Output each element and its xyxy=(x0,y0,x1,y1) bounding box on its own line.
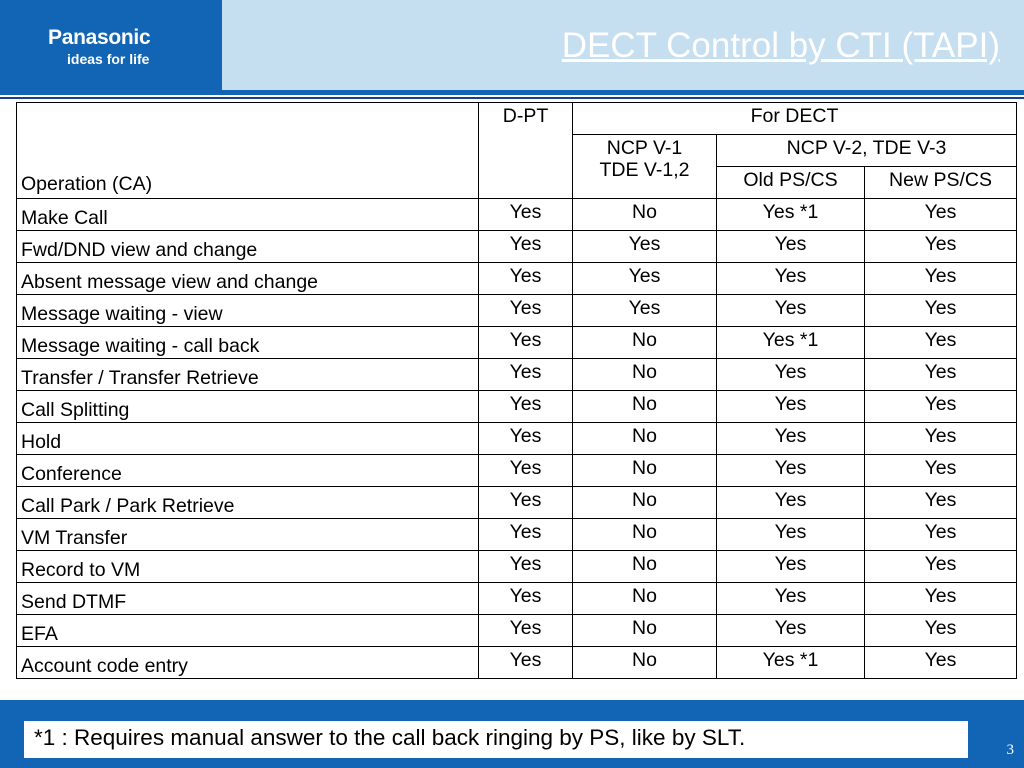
feature-table xyxy=(16,102,1017,679)
operation-cell: Account code entry xyxy=(17,647,479,679)
new-ps-cell: Yes xyxy=(865,295,1017,327)
old-ps-cell: Yes xyxy=(717,519,865,551)
table-row xyxy=(17,199,1017,231)
table-row xyxy=(17,359,1017,391)
old-ps-cell: Yes xyxy=(717,551,865,583)
ncp-v1-cell: No xyxy=(573,487,717,519)
new-ps-cell: Yes xyxy=(865,615,1017,647)
old-ps-cell: Yes xyxy=(717,391,865,423)
old-ps-cell: Yes xyxy=(717,487,865,519)
brand-name: Panasonic xyxy=(48,26,151,49)
ncp-v1-cell: No xyxy=(573,615,717,647)
new-ps-cell: Yes xyxy=(865,455,1017,487)
tde-v12-label: TDE V-1,2 xyxy=(599,159,690,181)
page-number: 3 xyxy=(1006,742,1014,758)
operation-cell: Transfer / Transfer Retrieve xyxy=(17,359,479,391)
operation-cell: Conference xyxy=(17,455,479,487)
new-ps-cell: Yes xyxy=(865,391,1017,423)
dpt-cell: Yes xyxy=(479,327,573,359)
new-ps-cell: Yes xyxy=(865,647,1017,679)
dpt-cell: Yes xyxy=(479,199,573,231)
new-ps-cell: Yes xyxy=(865,263,1017,295)
new-ps-cell: Yes xyxy=(865,423,1017,455)
operation-cell: Hold xyxy=(17,423,479,455)
ncp-v1-label: NCP V-1 xyxy=(606,137,683,159)
table-row xyxy=(17,519,1017,551)
old-ps-cell: Yes *1 xyxy=(717,327,865,359)
brand-tagline: ideas for life xyxy=(67,51,150,67)
ncp-v1-cell: No xyxy=(573,423,717,455)
old-ps-cell: Yes xyxy=(717,295,865,327)
ncp-v1-column-header xyxy=(573,135,717,199)
table-row xyxy=(17,455,1017,487)
ncp-v1-cell: No xyxy=(573,199,717,231)
ncp-v1-cell: Yes xyxy=(573,263,717,295)
dpt-cell: Yes xyxy=(479,455,573,487)
old-ps-cell: Yes *1 xyxy=(717,199,865,231)
ncp-v1-cell: No xyxy=(573,647,717,679)
old-ps-cell: Yes *1 xyxy=(717,647,865,679)
ncp-v1-cell: No xyxy=(573,391,717,423)
new-ps-cell: Yes xyxy=(865,231,1017,263)
operation-cell: Message waiting - view xyxy=(17,295,479,327)
operation-cell: Make Call xyxy=(17,199,479,231)
ncp-v1-cell: No xyxy=(573,519,717,551)
old-ps-cell: Yes xyxy=(717,423,865,455)
operation-cell: Send DTMF xyxy=(17,583,479,615)
old-ps-cell: Yes xyxy=(717,231,865,263)
dpt-cell: Yes xyxy=(479,583,573,615)
new-ps-cell: Yes xyxy=(865,583,1017,615)
dpt-cell: Yes xyxy=(479,423,573,455)
header-rule-thin xyxy=(0,97,1024,99)
operation-cell: VM Transfer xyxy=(17,519,479,551)
dpt-cell: Yes xyxy=(479,519,573,551)
for-dect-group-header: For DECT xyxy=(573,103,1017,135)
brand-logo xyxy=(0,0,222,90)
table-row xyxy=(17,295,1017,327)
table-row xyxy=(17,263,1017,295)
old-ps-cell: Yes xyxy=(717,455,865,487)
dpt-cell: Yes xyxy=(479,391,573,423)
slide-title: DECT Control by CTI (TAPI) xyxy=(561,26,1000,65)
feature-table-body xyxy=(17,199,1017,679)
old-ps-cell: Yes xyxy=(717,615,865,647)
old-ps-cell: Yes xyxy=(717,263,865,295)
dpt-cell: Yes xyxy=(479,615,573,647)
dpt-cell: Yes xyxy=(479,551,573,583)
dpt-cell: Yes xyxy=(479,647,573,679)
new-ps-cell: Yes xyxy=(865,487,1017,519)
operation-cell: Fwd/DND view and change xyxy=(17,231,479,263)
table-row xyxy=(17,615,1017,647)
dpt-cell: Yes xyxy=(479,263,573,295)
table-row xyxy=(17,551,1017,583)
table-row xyxy=(17,391,1017,423)
ncp-v1-cell: No xyxy=(573,359,717,391)
ncp-v1-cell: No xyxy=(573,583,717,615)
slide-header xyxy=(0,0,1024,90)
ncp-v1-cell: No xyxy=(573,327,717,359)
new-ps-cell: Yes xyxy=(865,359,1017,391)
footnote: *1 : Requires manual answer to the call back ringing by PS, like by SLT. xyxy=(24,721,968,758)
operation-cell: Record to VM xyxy=(17,551,479,583)
operation-cell: Message waiting - call back xyxy=(17,327,479,359)
operation-column-header: Operation (CA) xyxy=(17,103,479,199)
ncp-v1-cell: Yes xyxy=(573,231,717,263)
dpt-cell: Yes xyxy=(479,359,573,391)
operation-cell: Call Splitting xyxy=(17,391,479,423)
header-row-1 xyxy=(17,103,1017,135)
header-rule xyxy=(0,90,1024,95)
table-row xyxy=(17,647,1017,679)
operation-cell: Call Park / Park Retrieve xyxy=(17,487,479,519)
table-row xyxy=(17,423,1017,455)
old-ps-column-header: Old PS/CS xyxy=(717,167,865,199)
table-row xyxy=(17,487,1017,519)
ncp-v1-cell: No xyxy=(573,455,717,487)
dpt-cell: Yes xyxy=(479,487,573,519)
dpt-cell: Yes xyxy=(479,231,573,263)
new-ps-cell: Yes xyxy=(865,519,1017,551)
new-ps-cell: Yes xyxy=(865,199,1017,231)
ncp-v2-group-header: NCP V-2, TDE V-3 xyxy=(717,135,1017,167)
old-ps-cell: Yes xyxy=(717,359,865,391)
operation-cell: EFA xyxy=(17,615,479,647)
operation-cell: Absent message view and change xyxy=(17,263,479,295)
table-row xyxy=(17,231,1017,263)
ncp-v1-cell: Yes xyxy=(573,295,717,327)
table-row xyxy=(17,327,1017,359)
old-ps-cell: Yes xyxy=(717,583,865,615)
dpt-cell: Yes xyxy=(479,295,573,327)
ncp-v1-cell: No xyxy=(573,551,717,583)
new-ps-cell: Yes xyxy=(865,327,1017,359)
new-ps-column-header: New PS/CS xyxy=(865,167,1017,199)
new-ps-cell: Yes xyxy=(865,551,1017,583)
table-row xyxy=(17,583,1017,615)
dpt-column-header: D-PT xyxy=(479,103,573,199)
